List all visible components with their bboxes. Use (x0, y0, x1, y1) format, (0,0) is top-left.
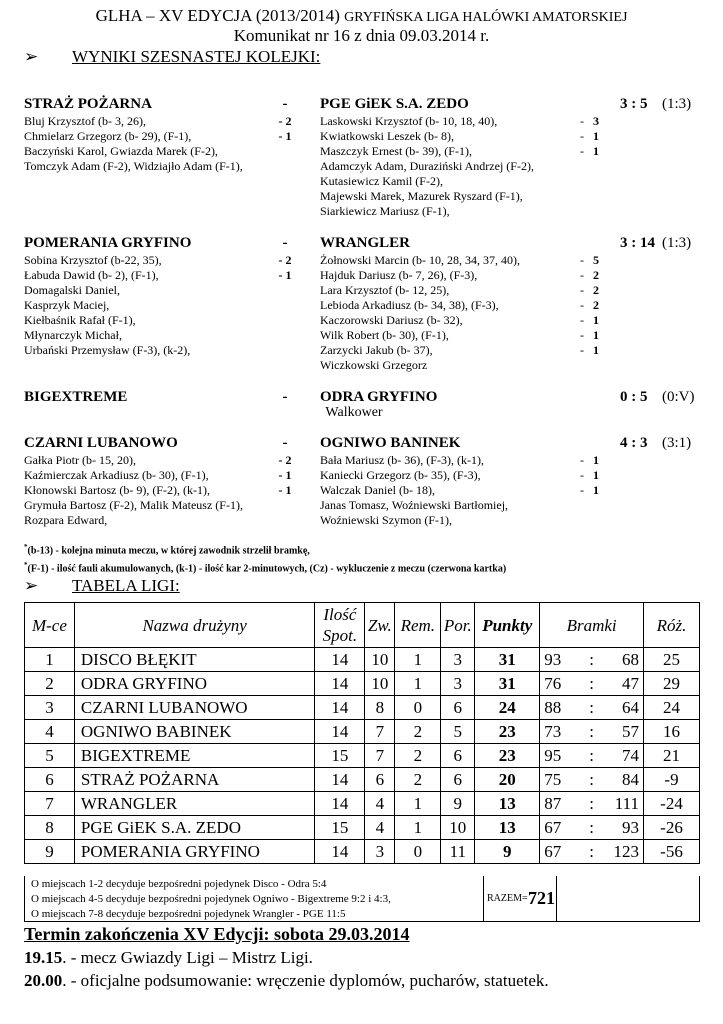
home-goals: - 2 (278, 253, 292, 267)
home-player: Sobina Krzysztof (b-22, 35), (24, 253, 162, 267)
header-position: M-ce (25, 603, 75, 648)
home-goals (271, 159, 299, 174)
home-team: STRAŻ POŻARNA (24, 96, 152, 112)
document-title (0, 6, 723, 26)
cell-position: 5 (25, 744, 75, 768)
edition-deadline: Termin zakończenia XV Edycji: sobota 29.03.2014 (24, 924, 410, 944)
away-goals: 1 (593, 343, 599, 357)
away-goals: 2 (593, 298, 599, 312)
scorer-row (24, 283, 700, 298)
cell-diff: -56 (644, 840, 700, 864)
scorer-row (24, 453, 700, 468)
home-goals (271, 343, 299, 358)
home-goals (271, 313, 299, 328)
scorer-row (24, 328, 700, 343)
scorer-row (24, 468, 700, 483)
cell-losses: 3 (441, 672, 475, 696)
section-results-heading (24, 47, 320, 67)
cell-position: 3 (25, 696, 75, 720)
total-goals-label: RAZEM= (487, 893, 528, 904)
cell-goals-against: 111 (602, 792, 644, 816)
cell-draws: 0 (395, 696, 441, 720)
cell-goals-sep: : (582, 720, 602, 744)
table-header-row (25, 603, 700, 648)
match-block (24, 233, 700, 373)
cell-wins: 7 (365, 720, 395, 744)
cell-points: 24 (475, 696, 540, 720)
table-row (25, 792, 700, 816)
away-player: Majewski Marek, Mazurek Ryszard (F-1), (320, 189, 523, 203)
away-goals-dash: - (580, 468, 584, 482)
cell-diff: -26 (644, 816, 700, 840)
cell-team-name: BIGEXTREME (74, 744, 315, 768)
away-goals-dash: - (580, 313, 584, 327)
match-block (24, 387, 700, 420)
cell-goals-sep: : (582, 672, 602, 696)
cell-diff: 16 (644, 720, 700, 744)
cell-team-name: DISCO BŁĘKIT (74, 648, 315, 672)
cell-wins: 10 (365, 648, 395, 672)
home-goals (271, 298, 299, 313)
cell-draws: 1 (395, 792, 441, 816)
cell-position: 6 (25, 768, 75, 792)
scorer-row (24, 358, 700, 373)
header-points: Punkty (475, 603, 540, 648)
match-header (24, 94, 700, 114)
away-goals-dash: - (580, 483, 584, 497)
away-team: WRANGLER (320, 235, 411, 251)
walkover-note: Walkower (325, 405, 383, 420)
away-goals-dash: - (580, 268, 584, 282)
away-goals-dash: - (580, 298, 584, 312)
cell-points: 31 (475, 672, 540, 696)
cell-goals-against: 74 (602, 744, 644, 768)
cell-team-name: WRANGLER (74, 792, 315, 816)
away-goals: 2 (593, 268, 599, 282)
home-player: Kłonowski Bartosz (b- 9), (F-2), (k-1), (24, 483, 210, 497)
match-block (24, 94, 700, 219)
cell-position: 7 (25, 792, 75, 816)
section-table-heading (24, 576, 180, 596)
home-goals (271, 174, 299, 189)
cell-goals-for: 67 (540, 816, 582, 840)
home-player: Gałka Piotr (b- 15, 20), (24, 453, 136, 467)
cell-wins: 4 (365, 792, 395, 816)
match-score: 3 : 5 (620, 96, 648, 112)
cell-goals-sep: : (582, 768, 602, 792)
away-player: Maszczyk Ernest (b- 39), (F-1), (320, 144, 472, 158)
away-player: Walczak Daniel (b- 18), (320, 483, 435, 497)
header-wins: Zw. (365, 603, 395, 648)
away-goals: 1 (593, 483, 599, 497)
scorer-row (24, 343, 700, 358)
total-goals-value: 721 (528, 888, 555, 908)
cell-team-name: CZARNI LUBANOWO (74, 696, 315, 720)
table-row (25, 696, 700, 720)
home-team: CZARNI LUBANOWO (24, 435, 178, 451)
cell-points: 13 (475, 792, 540, 816)
cell-goals-against: 64 (602, 696, 644, 720)
league-table (24, 602, 700, 864)
scorer-row (24, 298, 700, 313)
match-block (24, 433, 700, 528)
cell-goals-sep: : (582, 840, 602, 864)
away-goals: 1 (593, 453, 599, 467)
cell-games: 14 (315, 648, 365, 672)
section-results-title: WYNIKI SZESNASTEJ KOLEJKI: (72, 47, 321, 66)
cell-goals-for: 93 (540, 648, 582, 672)
away-goals-dash: - (580, 144, 584, 158)
cell-points: 20 (475, 768, 540, 792)
home-goals (271, 283, 299, 298)
cell-games: 14 (315, 840, 365, 864)
cell-wins: 4 (365, 816, 395, 840)
cell-games: 14 (315, 768, 365, 792)
cell-points: 13 (475, 816, 540, 840)
home-player: Kasprzyk Maciej, (24, 298, 110, 312)
away-goals: 1 (593, 144, 599, 158)
tiebreak-note: O miejscach 1-2 decyduje bezpośredni pojedynek Disco - Odra 5:4 (31, 878, 327, 890)
table-row (25, 744, 700, 768)
away-player: Janas Tomasz, Woźniewski Bartłomiej, (320, 498, 509, 512)
away-player: Woźniewski Szymon (F-1), (320, 513, 453, 527)
title-main: GLHA – XV EDYCJA (2013/2014) (95, 6, 340, 25)
cell-points: 31 (475, 648, 540, 672)
cell-games: 14 (315, 720, 365, 744)
cell-team-name: PGE GiEK S.A. ZEDO (74, 816, 315, 840)
header-team-name: Nazwa drużyny (74, 603, 315, 648)
arrow-bullet-icon: ➢ (24, 576, 39, 595)
cell-games: 14 (315, 696, 365, 720)
scorer-row (24, 174, 700, 189)
scorer-row (24, 268, 700, 283)
match-score: 3 : 14 (620, 235, 655, 251)
cell-draws: 2 (395, 744, 441, 768)
header-diff: Róż. (644, 603, 700, 648)
tiebreak-notes (31, 877, 391, 922)
away-goals: 1 (593, 313, 599, 327)
header-draws: Rem. (395, 603, 441, 648)
cell-goals-against: 47 (602, 672, 644, 696)
scorer-row (24, 313, 700, 328)
home-player: Łabuda Dawid (b- 2), (F-1), (24, 268, 159, 282)
scorer-row (24, 513, 700, 528)
home-player: Grymuła Bartosz (F-2), Malik Mateusz (F-1), (24, 498, 243, 512)
cell-losses: 3 (441, 648, 475, 672)
home-player: Kaźmierczak Arkadiusz (b- 30), (F-1), (24, 468, 209, 482)
away-goals-dash: - (580, 453, 584, 467)
table-row (25, 648, 700, 672)
tiebreak-note: O miejscach 7-8 decyduje bezpośredni pojedynek Wrangler - PGE 11:5 (31, 908, 346, 920)
cell-team-name: OGNIWO BABINEK (74, 720, 315, 744)
away-goals-dash: - (580, 328, 584, 342)
cell-draws: 1 (395, 816, 441, 840)
away-goals: 5 (593, 253, 599, 267)
scorer-row (24, 498, 700, 513)
match-separator: - (282, 435, 288, 451)
cell-points: 9 (475, 840, 540, 864)
cell-position: 9 (25, 840, 75, 864)
away-goals: 1 (593, 468, 599, 482)
match-score: 0 : 5 (620, 389, 648, 405)
match-header (24, 233, 700, 253)
home-player: Urbański Przemysław (F-3), (k-2), (24, 343, 191, 357)
cell-goals-against: 123 (602, 840, 644, 864)
away-player: Kwiatkowski Leszek (b- 8), (320, 129, 454, 143)
cell-games: 14 (315, 672, 365, 696)
match-score: 4 : 3 (620, 435, 648, 451)
away-goals-dash: - (580, 253, 584, 267)
cell-draws: 1 (395, 648, 441, 672)
away-player: Adamczyk Adam, Duraziński Andrzej (F-2), (320, 159, 534, 173)
table-row (25, 768, 700, 792)
home-player: Tomczyk Adam (F-2), Widziajło Adam (F-1), (24, 159, 243, 173)
table-row (25, 720, 700, 744)
cell-goals-against: 68 (602, 648, 644, 672)
cell-goals-for: 76 (540, 672, 582, 696)
cell-goals-sep: : (582, 696, 602, 720)
cell-draws: 2 (395, 720, 441, 744)
halftime-score: (1:3) (662, 96, 692, 112)
cell-losses: 11 (441, 840, 475, 864)
home-player: Rozpara Edward, (24, 513, 108, 527)
away-player: Kutasiewicz Kamil (F-2), (320, 174, 443, 188)
cell-points: 23 (475, 744, 540, 768)
cell-games: 15 (315, 744, 365, 768)
cell-goals-sep: : (582, 648, 602, 672)
cell-wins: 3 (365, 840, 395, 864)
away-player: Wilk Robert (b- 30), (F-1), (320, 328, 449, 342)
cell-goals-against: 93 (602, 816, 644, 840)
cell-goals-sep: : (582, 816, 602, 840)
cell-wins: 8 (365, 696, 395, 720)
away-goals-dash: - (580, 114, 584, 128)
away-player: Bała Mariusz (b- 36), (F-3), (k-1), (320, 453, 484, 467)
tiebreak-note: O miejscach 4-5 decyduje bezpośredni pojedynek Ogniwo - Bigextreme 9:2 i 4:3, (31, 893, 391, 905)
cell-position: 2 (25, 672, 75, 696)
scorer-row (24, 129, 700, 144)
away-player: Lebioda Arkadiusz (b- 34, 38), (F-3), (320, 298, 499, 312)
schedule-line-1: 19.15. - mecz Gwiazdy Ligi – Mistrz Ligi. (24, 948, 313, 967)
cell-goals-for: 95 (540, 744, 582, 768)
away-player: Siarkiewicz Mariusz (F-1), (320, 204, 450, 218)
home-goals (271, 498, 299, 513)
away-goals-dash: - (580, 343, 584, 357)
cell-wins: 7 (365, 744, 395, 768)
arrow-bullet-icon: ➢ (24, 47, 39, 66)
cell-team-name: ODRA GRYFINO (74, 672, 315, 696)
cell-diff: -24 (644, 792, 700, 816)
home-player: Baczyński Karol, Gwiazda Marek (F-2), (24, 144, 218, 158)
legend-line-1: *(b-13) - kolejna minuta meczu, w której zawodnik strzelił bramkę, (24, 543, 310, 557)
scorer-row (24, 253, 700, 268)
match-header (24, 433, 700, 453)
cell-diff: 24 (644, 696, 700, 720)
halftime-score: (1:3) (662, 235, 692, 251)
cell-losses: 6 (441, 744, 475, 768)
cell-wins: 10 (365, 672, 395, 696)
home-goals: - 2 (278, 453, 292, 467)
home-goals: - 2 (278, 114, 292, 128)
away-team: OGNIWO BANINEK (320, 435, 461, 451)
cell-diff: 29 (644, 672, 700, 696)
cell-goals-for: 87 (540, 792, 582, 816)
away-goals: 1 (593, 129, 599, 143)
cell-goals-sep: : (582, 744, 602, 768)
away-player: Lara Krzysztof (b- 12, 25), (320, 283, 450, 297)
home-goals: - 1 (278, 483, 292, 497)
away-player: Zarzycki Jakub (b- 37), (320, 343, 433, 357)
halftime-score: (0:V) (662, 389, 695, 405)
table-row (25, 672, 700, 696)
table-row (25, 816, 700, 840)
cell-goals-for: 75 (540, 768, 582, 792)
away-goals: 2 (593, 283, 599, 297)
home-goals: - 1 (278, 129, 292, 143)
away-player: Kaczorowski Dariusz (b- 32), (320, 313, 463, 327)
home-goals (271, 144, 299, 159)
away-goals-dash: - (580, 129, 584, 143)
legend (24, 540, 506, 577)
away-player: Laskowski Krzysztof (b- 10, 18, 40), (320, 114, 498, 128)
cell-diff: -9 (644, 768, 700, 792)
match-header (24, 387, 700, 407)
match-separator: - (282, 389, 288, 405)
cell-games: 15 (315, 816, 365, 840)
scorer-row (24, 483, 700, 498)
total-goals-box (483, 876, 557, 921)
cell-games: 14 (315, 792, 365, 816)
cell-position: 1 (25, 648, 75, 672)
cell-losses: 6 (441, 768, 475, 792)
home-player: Kiełbaśnik Rafał (F-1), (24, 313, 136, 327)
cell-goals-sep: : (582, 792, 602, 816)
header-goals: Bramki (540, 603, 644, 648)
home-team: BIGEXTREME (24, 389, 128, 405)
cell-losses: 6 (441, 696, 475, 720)
cell-draws: 0 (395, 840, 441, 864)
cell-draws: 1 (395, 672, 441, 696)
home-player: Chmielarz Grzegorz (b- 29), (F-1), (24, 129, 192, 143)
cell-goals-for: 88 (540, 696, 582, 720)
home-player: Domagalski Daniel, (24, 283, 120, 297)
cell-losses: 10 (441, 816, 475, 840)
cell-points: 23 (475, 720, 540, 744)
table-row (25, 840, 700, 864)
header-games: Ilość Spot. (315, 603, 365, 648)
cell-position: 8 (25, 816, 75, 840)
home-player: Bluj Krzysztof (b- 3, 26), (24, 114, 146, 128)
cell-losses: 5 (441, 720, 475, 744)
away-goals-dash: - (580, 283, 584, 297)
cell-position: 4 (25, 720, 75, 744)
home-goals (271, 328, 299, 343)
scorer-row (24, 144, 700, 159)
cell-wins: 6 (365, 768, 395, 792)
halftime-score: (3:1) (662, 435, 692, 451)
home-player: Młynarczyk Michał, (24, 328, 122, 342)
title-league: GRYFIŃSKA LIGA HALÓWKI AMATORSKIEJ (344, 10, 628, 25)
away-player: Wiczkowski Grzegorz (320, 358, 428, 372)
cell-goals-against: 84 (602, 768, 644, 792)
match-separator: - (282, 235, 288, 251)
section-table-title: TABELA LIGI: (72, 576, 180, 595)
home-goals (271, 189, 299, 204)
cell-goals-against: 57 (602, 720, 644, 744)
cell-team-name: STRAŻ POŻARNA (74, 768, 315, 792)
schedule-line-2: 20.00. - oficjalne podsumowanie: wręczenie dyplomów, pucharów, statuetek. (24, 971, 549, 990)
cell-diff: 21 (644, 744, 700, 768)
away-player: Żołnowski Marcin (b- 10, 28, 34, 37, 40), (320, 253, 520, 267)
cell-diff: 25 (644, 648, 700, 672)
cell-losses: 9 (441, 792, 475, 816)
scorer-row (24, 159, 700, 174)
away-player: Hajduk Dariusz (b- 7, 26), (F-3), (320, 268, 478, 282)
cell-goals-for: 73 (540, 720, 582, 744)
scorer-row (24, 189, 700, 204)
home-goals (271, 358, 299, 373)
match-separator: - (282, 96, 288, 112)
document-subtitle: Komunikat nr 16 z dnia 09.03.2014 r. (233, 26, 490, 45)
away-team: ODRA GRYFINO (320, 389, 438, 405)
cell-team-name: POMERANIA GRYFINO (74, 840, 315, 864)
home-goals (271, 204, 299, 219)
away-player: Kaniecki Grzegorz (b- 35), (F-3), (320, 468, 481, 482)
home-goals: - 1 (278, 268, 292, 282)
header-losses: Por. (441, 603, 475, 648)
scorer-row (24, 204, 700, 219)
away-goals: 3 (593, 114, 599, 128)
away-goals: 1 (593, 328, 599, 342)
cell-goals-for: 67 (540, 840, 582, 864)
home-team: POMERANIA GRYFINO (24, 235, 192, 251)
home-goals (271, 513, 299, 528)
home-goals: - 1 (278, 468, 292, 482)
legend-line-2: *(F-1) - ilość fauli akumulowanych, (k-1) - ilość kar 2-minutowych, (Cz) - wykluczenie z meczu (czerwona kartka) (24, 561, 507, 575)
table-notes (24, 876, 700, 922)
scorer-row (24, 114, 700, 129)
cell-draws: 2 (395, 768, 441, 792)
away-team: PGE GiEK S.A. ZEDO (320, 96, 469, 112)
